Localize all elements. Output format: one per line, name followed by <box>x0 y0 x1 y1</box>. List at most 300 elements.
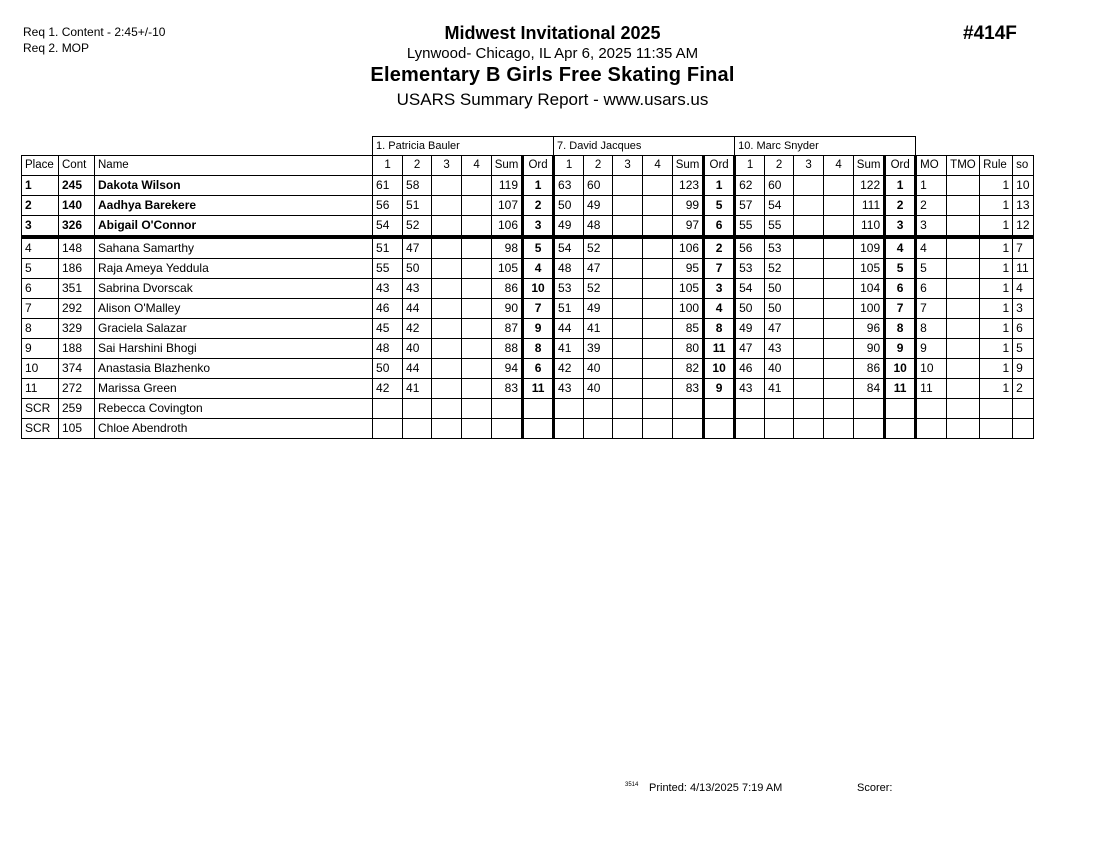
ordinal-cell: 6 <box>885 279 916 299</box>
tmo-cell <box>947 339 980 359</box>
ordinal-cell <box>885 419 916 439</box>
score-cell: 49 <box>554 216 584 238</box>
cont-cell: 329 <box>59 319 95 339</box>
place-cell: 10 <box>22 359 59 379</box>
score-cell <box>613 339 643 359</box>
sum-cell: 104 <box>854 279 885 299</box>
score-cell <box>462 399 492 419</box>
so-cell: 4 <box>1013 279 1034 299</box>
sum-cell: 119 <box>492 176 523 196</box>
sum-cell: 111 <box>854 196 885 216</box>
score-cell <box>432 399 462 419</box>
cont-cell: 292 <box>59 299 95 319</box>
score-cell: 58 <box>403 176 432 196</box>
score-cell: 48 <box>373 339 403 359</box>
place-cell: 7 <box>22 299 59 319</box>
score-cell <box>432 299 462 319</box>
score-cell <box>643 196 673 216</box>
score-cell <box>554 399 584 419</box>
sum-cell: 107 <box>492 196 523 216</box>
mo-cell: 4 <box>916 237 947 259</box>
score-cell: 43 <box>735 379 765 399</box>
place-cell: 5 <box>22 259 59 279</box>
sum-cell <box>673 399 704 419</box>
sum-cell: 86 <box>854 359 885 379</box>
score-cell: 44 <box>403 359 432 379</box>
score-cell <box>462 359 492 379</box>
score-cell <box>643 359 673 379</box>
score-cell <box>794 419 824 439</box>
sum-cell: 105 <box>492 259 523 279</box>
sum-cell: 109 <box>854 237 885 259</box>
printed-timestamp: Printed: 4/13/2025 7:19 AM <box>649 782 783 794</box>
score-cell <box>643 259 673 279</box>
event-number: #414F <box>963 23 1017 44</box>
score-cell <box>613 419 643 439</box>
score-cell <box>824 259 854 279</box>
so-cell: 2 <box>1013 379 1034 399</box>
score-cell <box>794 399 824 419</box>
skater-name-cell: Anastasia Blazhenko <box>95 359 373 379</box>
score-cell <box>643 279 673 299</box>
score-cell: 52 <box>584 237 613 259</box>
requirement-1: Req 1. Content - 2:45+/-10 <box>23 25 166 39</box>
so-cell: 10 <box>1013 176 1034 196</box>
score-cell <box>824 176 854 196</box>
score-cell <box>794 237 824 259</box>
score-cell <box>735 399 765 419</box>
score-cell: 45 <box>373 319 403 339</box>
so-cell <box>1013 419 1034 439</box>
skater-name-cell: Raja Ameya Yeddula <box>95 259 373 279</box>
tmo-cell <box>947 419 980 439</box>
ordinal-cell: 7 <box>523 299 554 319</box>
ordinal-cell: 8 <box>523 339 554 359</box>
score-cell: 54 <box>765 196 794 216</box>
score-cell: 47 <box>765 319 794 339</box>
so-cell: 5 <box>1013 339 1034 359</box>
rule-cell: 1 <box>980 216 1013 238</box>
score-cell <box>824 279 854 299</box>
skater-name-cell: Rebecca Covington <box>95 399 373 419</box>
score-cell <box>794 319 824 339</box>
score-cell: 55 <box>373 259 403 279</box>
tmo-cell <box>947 279 980 299</box>
score-cell <box>613 279 643 299</box>
score-cell <box>613 319 643 339</box>
score-cell: 49 <box>584 196 613 216</box>
skater-name-cell: Sabrina Dvorscak <box>95 279 373 299</box>
results-table <box>21 136 1034 439</box>
score-cell <box>462 339 492 359</box>
ordinal-cell: 5 <box>704 196 735 216</box>
sum-cell: 99 <box>673 196 704 216</box>
header-score-3: 3 <box>613 156 643 176</box>
sum-cell: 105 <box>673 279 704 299</box>
score-cell <box>613 359 643 379</box>
place-cell: 9 <box>22 339 59 359</box>
score-cell: 53 <box>554 279 584 299</box>
table-row <box>22 399 1034 419</box>
table-row <box>22 359 1034 379</box>
sum-cell: 85 <box>673 319 704 339</box>
header-cont: Cont <box>59 156 95 176</box>
table-row <box>22 379 1034 399</box>
score-cell: 42 <box>554 359 584 379</box>
ordinal-cell: 10 <box>523 279 554 299</box>
cont-cell: 140 <box>59 196 95 216</box>
sum-cell <box>492 419 523 439</box>
rule-cell: 1 <box>980 196 1013 216</box>
score-cell: 42 <box>403 319 432 339</box>
place-cell: 6 <box>22 279 59 299</box>
skater-name-cell: Sahana Samarthy <box>95 237 373 259</box>
sum-cell: 100 <box>854 299 885 319</box>
score-cell: 47 <box>403 237 432 259</box>
score-cell <box>794 259 824 279</box>
score-cell: 52 <box>765 259 794 279</box>
so-cell: 9 <box>1013 359 1034 379</box>
judge-name: 7. David Jacques <box>554 137 735 156</box>
score-cell: 40 <box>584 379 613 399</box>
score-cell <box>794 216 824 238</box>
tmo-cell <box>947 196 980 216</box>
score-cell <box>432 419 462 439</box>
table-row <box>22 279 1034 299</box>
score-cell <box>403 399 432 419</box>
scorer-label: Scorer: <box>857 782 893 794</box>
rule-cell: 1 <box>980 176 1013 196</box>
score-cell <box>462 196 492 216</box>
score-cell: 50 <box>765 299 794 319</box>
so-cell: 3 <box>1013 299 1034 319</box>
score-cell: 40 <box>584 359 613 379</box>
so-cell: 6 <box>1013 319 1034 339</box>
score-cell <box>613 216 643 238</box>
sum-cell <box>673 419 704 439</box>
score-cell: 40 <box>765 359 794 379</box>
score-cell: 54 <box>554 237 584 259</box>
score-cell: 56 <box>373 196 403 216</box>
score-cell: 50 <box>373 359 403 379</box>
header-score-3: 3 <box>432 156 462 176</box>
score-cell <box>643 399 673 419</box>
score-cell <box>432 259 462 279</box>
ordinal-cell: 1 <box>704 176 735 196</box>
score-cell: 49 <box>584 299 613 319</box>
score-cell <box>824 196 854 216</box>
mo-cell: 3 <box>916 216 947 238</box>
judge-name: 1. Patricia Bauler <box>373 137 554 156</box>
table-row <box>22 196 1034 216</box>
mo-cell: 9 <box>916 339 947 359</box>
ordinal-cell: 11 <box>704 339 735 359</box>
score-cell: 54 <box>373 216 403 238</box>
skater-name-cell: Alison O'Malley <box>95 299 373 319</box>
skater-name-cell: Marissa Green <box>95 379 373 399</box>
event-location-date: Lynwood- Chicago, IL Apr 6, 2025 11:35 AM <box>406 45 699 62</box>
sum-cell: 94 <box>492 359 523 379</box>
column-header-row <box>22 156 1034 176</box>
sum-cell: 88 <box>492 339 523 359</box>
score-cell <box>432 319 462 339</box>
ordinal-cell: 8 <box>885 319 916 339</box>
skater-name-cell: Chloe Abendroth <box>95 419 373 439</box>
header-ord: Ord <box>523 156 554 176</box>
ordinal-cell: 8 <box>704 319 735 339</box>
ordinal-cell: 2 <box>523 196 554 216</box>
score-cell <box>794 359 824 379</box>
header-name: Name <box>95 156 373 176</box>
tmo-cell <box>947 379 980 399</box>
ordinal-cell: 6 <box>704 216 735 238</box>
score-cell <box>643 176 673 196</box>
score-cell <box>613 379 643 399</box>
ordinal-cell: 11 <box>885 379 916 399</box>
mo-cell: 10 <box>916 359 947 379</box>
score-cell <box>765 399 794 419</box>
header-score-1: 1 <box>373 156 403 176</box>
score-cell <box>643 319 673 339</box>
score-cell <box>643 237 673 259</box>
score-cell: 41 <box>554 339 584 359</box>
ordinal-cell: 3 <box>523 216 554 238</box>
sum-cell: 123 <box>673 176 704 196</box>
score-cell <box>462 379 492 399</box>
ordinal-cell: 9 <box>885 339 916 359</box>
score-cell: 53 <box>765 237 794 259</box>
sum-cell: 98 <box>492 237 523 259</box>
score-cell: 46 <box>373 299 403 319</box>
header-tmo: TMO <box>947 156 980 176</box>
score-cell <box>373 419 403 439</box>
table-row <box>22 299 1034 319</box>
tmo-cell <box>947 237 980 259</box>
score-cell <box>432 237 462 259</box>
header-so: so <box>1013 156 1034 176</box>
score-cell: 51 <box>403 196 432 216</box>
score-cell <box>613 399 643 419</box>
place-cell: 8 <box>22 319 59 339</box>
score-cell <box>432 279 462 299</box>
mo-cell: 7 <box>916 299 947 319</box>
rule-cell <box>980 399 1013 419</box>
score-cell <box>432 176 462 196</box>
sum-cell: 80 <box>673 339 704 359</box>
score-cell: 47 <box>584 259 613 279</box>
score-cell: 51 <box>554 299 584 319</box>
score-cell <box>462 419 492 439</box>
cont-cell: 186 <box>59 259 95 279</box>
score-cell: 46 <box>735 359 765 379</box>
mo-cell <box>916 419 947 439</box>
score-cell <box>432 359 462 379</box>
mo-cell: 8 <box>916 319 947 339</box>
ordinal-cell <box>885 399 916 419</box>
rule-cell: 1 <box>980 259 1013 279</box>
sum-cell: 84 <box>854 379 885 399</box>
ordinal-cell: 3 <box>704 279 735 299</box>
score-cell <box>554 419 584 439</box>
score-cell <box>432 379 462 399</box>
tmo-cell <box>947 299 980 319</box>
ordinal-cell: 7 <box>885 299 916 319</box>
score-cell: 50 <box>735 299 765 319</box>
sum-cell: 122 <box>854 176 885 196</box>
ordinal-cell: 4 <box>704 299 735 319</box>
score-cell: 44 <box>403 299 432 319</box>
score-cell: 43 <box>765 339 794 359</box>
ordinal-cell <box>523 399 554 419</box>
skater-name-cell: Aadhya Barekere <box>95 196 373 216</box>
score-cell: 41 <box>584 319 613 339</box>
score-cell: 48 <box>554 259 584 279</box>
sum-cell: 82 <box>673 359 704 379</box>
header-score-4: 4 <box>643 156 673 176</box>
score-cell <box>794 279 824 299</box>
score-cell: 56 <box>735 237 765 259</box>
score-cell: 43 <box>373 279 403 299</box>
judge-header-row <box>22 137 1034 156</box>
score-cell: 63 <box>554 176 584 196</box>
score-cell <box>643 379 673 399</box>
score-cell <box>613 259 643 279</box>
score-cell <box>794 379 824 399</box>
score-cell: 47 <box>735 339 765 359</box>
header-ord: Ord <box>704 156 735 176</box>
score-cell: 49 <box>735 319 765 339</box>
header-score-2: 2 <box>765 156 794 176</box>
ordinal-cell: 9 <box>523 319 554 339</box>
score-cell <box>584 399 613 419</box>
ordinal-cell: 10 <box>885 359 916 379</box>
mo-cell: 2 <box>916 196 947 216</box>
place-cell: SCR <box>22 419 59 439</box>
score-cell <box>462 237 492 259</box>
score-cell: 54 <box>735 279 765 299</box>
rule-cell: 1 <box>980 237 1013 259</box>
sum-cell: 90 <box>854 339 885 359</box>
judge-name: 10. Marc Snyder <box>735 137 916 156</box>
score-cell <box>403 419 432 439</box>
sum-cell <box>492 399 523 419</box>
score-cell: 53 <box>735 259 765 279</box>
cont-cell: 351 <box>59 279 95 299</box>
score-cell <box>613 196 643 216</box>
mo-cell: 11 <box>916 379 947 399</box>
skater-name-cell: Sai Harshini Bhogi <box>95 339 373 359</box>
score-cell <box>824 419 854 439</box>
event-title: Elementary B Girls Free Skating Final <box>370 64 735 86</box>
tmo-cell <box>947 216 980 238</box>
score-cell <box>794 176 824 196</box>
score-cell: 50 <box>554 196 584 216</box>
ordinal-cell <box>523 419 554 439</box>
score-cell <box>794 299 824 319</box>
sum-cell: 83 <box>492 379 523 399</box>
cont-cell: 188 <box>59 339 95 359</box>
score-cell <box>824 379 854 399</box>
score-cell <box>765 419 794 439</box>
score-cell <box>643 339 673 359</box>
score-cell <box>824 237 854 259</box>
score-cell: 61 <box>373 176 403 196</box>
score-cell <box>794 339 824 359</box>
header-score-1: 1 <box>554 156 584 176</box>
requirement-2: Req 2. MOP <box>23 41 90 55</box>
score-cell: 50 <box>403 259 432 279</box>
place-cell: 11 <box>22 379 59 399</box>
mo-cell: 6 <box>916 279 947 299</box>
ordinal-cell: 10 <box>704 359 735 379</box>
ordinal-cell: 9 <box>704 379 735 399</box>
rule-cell: 1 <box>980 279 1013 299</box>
sum-cell <box>854 399 885 419</box>
score-cell <box>824 339 854 359</box>
so-cell: 13 <box>1013 196 1034 216</box>
score-cell <box>613 237 643 259</box>
score-cell: 48 <box>584 216 613 238</box>
sum-cell: 83 <box>673 379 704 399</box>
score-cell <box>462 259 492 279</box>
place-cell: 2 <box>22 196 59 216</box>
ordinal-cell: 4 <box>523 259 554 279</box>
ordinal-cell: 6 <box>523 359 554 379</box>
score-cell <box>643 419 673 439</box>
score-cell: 43 <box>554 379 584 399</box>
sum-cell: 110 <box>854 216 885 238</box>
mo-cell: 1 <box>916 176 947 196</box>
cont-cell: 374 <box>59 359 95 379</box>
event-name: Midwest Invitational 2025 <box>444 23 661 43</box>
score-cell: 50 <box>765 279 794 299</box>
ordinal-cell: 4 <box>885 237 916 259</box>
tmo-cell <box>947 259 980 279</box>
header-sum: Sum <box>854 156 885 176</box>
ordinal-cell: 1 <box>885 176 916 196</box>
score-cell: 62 <box>735 176 765 196</box>
cont-cell: 245 <box>59 176 95 196</box>
skater-name-cell: Graciela Salazar <box>95 319 373 339</box>
table-row <box>22 176 1034 196</box>
sum-cell: 90 <box>492 299 523 319</box>
table-row <box>22 259 1034 279</box>
skater-name-cell: Abigail O'Connor <box>95 216 373 238</box>
score-cell: 52 <box>403 216 432 238</box>
score-cell: 60 <box>584 176 613 196</box>
header-score-4: 4 <box>462 156 492 176</box>
score-cell <box>643 216 673 238</box>
ordinal-cell: 3 <box>885 216 916 238</box>
score-cell <box>462 216 492 238</box>
sum-cell: 96 <box>854 319 885 339</box>
score-cell <box>462 279 492 299</box>
score-cell <box>432 216 462 238</box>
score-cell <box>643 299 673 319</box>
score-cell <box>613 299 643 319</box>
place-cell: 4 <box>22 237 59 259</box>
score-cell: 40 <box>403 339 432 359</box>
ordinal-cell: 2 <box>885 196 916 216</box>
sum-cell: 97 <box>673 216 704 238</box>
cont-cell: 148 <box>59 237 95 259</box>
score-cell: 41 <box>403 379 432 399</box>
cont-cell: 105 <box>59 419 95 439</box>
place-cell: SCR <box>22 399 59 419</box>
ordinal-cell: 11 <box>523 379 554 399</box>
rule-cell: 1 <box>980 339 1013 359</box>
table-row <box>22 216 1034 238</box>
